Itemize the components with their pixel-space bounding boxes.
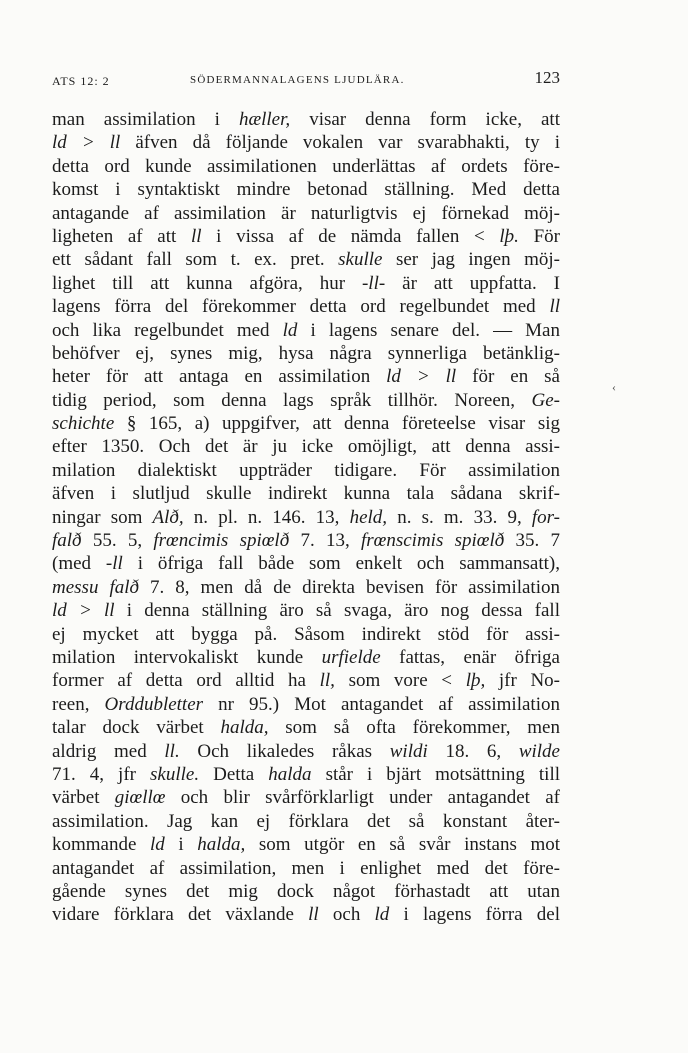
text-line xyxy=(52,108,560,131)
text-segment: detta ord kunde assimilationen underlättas af ordets före- xyxy=(52,155,560,177)
text-segment: visar denna form icke, att xyxy=(290,109,560,130)
text-segment: heter för att antaga en assimilation xyxy=(52,366,387,388)
text-line xyxy=(52,786,560,809)
italic-segment: wilde xyxy=(518,740,560,762)
italic-segment: ll xyxy=(308,904,319,926)
italic-segment: skulle. xyxy=(150,763,200,785)
text-segment: gående synes det mig dock något förhastadt att utan xyxy=(52,880,560,902)
text-line xyxy=(52,342,560,365)
text-segment: former af detta ord alltid ha xyxy=(52,670,320,692)
italic-segment: for- xyxy=(531,506,560,528)
italic-segment: messu falð xyxy=(52,576,140,598)
text-segment: 18. 6, xyxy=(427,740,519,762)
text-segment: som så ofta förekommer, men xyxy=(268,717,560,739)
italic-segment: ld xyxy=(150,834,165,856)
italic-segment: urfielde xyxy=(321,646,381,668)
text-line xyxy=(52,248,560,271)
text-segment: i denna ställning äro så svaga, äro nog dessa fall xyxy=(114,600,560,622)
text-line xyxy=(52,272,560,295)
text-segment: lighet till att kunna afgöra, hur xyxy=(52,272,362,294)
text-segment: assimilation. Jag kan ej förklara det så konstant åter- xyxy=(52,810,560,832)
text-segment: vidare förklara det växlande xyxy=(52,904,309,926)
text-line xyxy=(52,319,560,342)
text-segment: milation dialektiskt uppträder tidigare. För assimilation xyxy=(52,459,560,481)
text-segment: komst i syntaktiskt mindre betonad ställning. Med detta xyxy=(52,179,560,201)
italic-segment: ld xyxy=(282,319,298,341)
italic-segment: wildi xyxy=(389,740,428,762)
text-line xyxy=(52,389,560,412)
text-segment: efter 1350. Och det är ju icke omöjligt, att denna assi- xyxy=(52,436,560,458)
text-segment: Detta xyxy=(199,763,269,785)
italic-segment: ll, xyxy=(319,670,335,692)
italic-segment: frœnscimis spiœlð xyxy=(361,530,505,552)
text-segment: n. pl. n. 146. 13, xyxy=(183,506,350,528)
page-number: 123 xyxy=(534,68,560,87)
text-line xyxy=(52,740,560,763)
italic-segment: ll. xyxy=(164,740,180,762)
text-line xyxy=(52,693,560,716)
italic-segment: hæller, xyxy=(238,109,291,130)
text-segment: fattas, enär öfriga xyxy=(380,646,560,668)
text-segment: äfven i slutljud skulle indirekt kunna tala sådana skrif- xyxy=(52,483,560,505)
text-line xyxy=(52,576,560,599)
text-segment: jfr No- xyxy=(485,670,561,692)
text-segment: aldrig med xyxy=(52,740,165,762)
text-line xyxy=(52,365,560,388)
text-line xyxy=(52,178,560,201)
text-line xyxy=(52,295,560,318)
text-segment: Och likaledes råkas xyxy=(179,740,390,762)
text-segment: ningar som xyxy=(52,506,153,528)
text-segment: ser jag ingen möj- xyxy=(382,249,560,271)
italic-segment: Orddubletter xyxy=(104,693,204,715)
text-segment: ett sådant fall som t. ex. pret. xyxy=(52,249,339,271)
text-segment: antagandet af assimilation, men i enlighet med det före- xyxy=(52,857,560,879)
text-line xyxy=(52,412,560,435)
text-line xyxy=(52,599,560,622)
italic-segment: ld > ll xyxy=(386,366,457,388)
text-segment: (med xyxy=(52,553,106,575)
italic-segment: falð xyxy=(52,530,82,552)
text-line xyxy=(52,155,560,178)
text-line xyxy=(52,880,560,903)
text-line xyxy=(52,903,560,926)
text-segment: i lagens förra del xyxy=(389,904,560,926)
text-segment: och xyxy=(318,904,375,926)
text-segment: i vissa af de nämda fallen < xyxy=(201,225,500,247)
italic-segment: halda, xyxy=(197,834,246,856)
italic-segment: ld > ll xyxy=(52,132,121,154)
italic-segment: lþ, xyxy=(465,670,486,692)
italic-segment: ld > ll xyxy=(52,600,115,622)
text-line xyxy=(52,506,560,529)
italic-segment: -ll xyxy=(105,553,123,575)
text-segment: reen, xyxy=(52,693,105,715)
italic-segment: Alð, xyxy=(152,506,184,528)
text-segment: i xyxy=(164,834,198,856)
text-line xyxy=(52,529,560,552)
text-segment: nr 95.) Mot antagandet af assimilation xyxy=(203,693,560,715)
text-segment: man assimilation i xyxy=(52,109,239,130)
text-segment: står i bjärt motsättning till xyxy=(311,763,560,785)
text-segment: talar dock värbet xyxy=(52,717,221,739)
text-segment: kommande xyxy=(52,834,151,856)
italic-segment: Ge- xyxy=(531,389,560,411)
text-segment: 7. 13, xyxy=(289,530,361,552)
text-line xyxy=(52,435,560,458)
journal-reference: ATS 12: 2 xyxy=(52,74,110,88)
text-line xyxy=(52,857,560,880)
italic-segment: frœncimis spiœlð xyxy=(153,530,290,552)
text-line xyxy=(52,202,560,225)
italic-segment: held, xyxy=(349,506,388,528)
text-segment: som vore < xyxy=(334,670,466,692)
text-segment: för en så xyxy=(456,366,560,388)
text-segment: i lagens senare del. — Man xyxy=(297,319,560,341)
text-line xyxy=(52,646,560,669)
text-segment: behöfver ej, synes mig, hysa några synnerliga betänklig- xyxy=(52,342,560,364)
text-segment: 55. 5, xyxy=(81,530,154,552)
text-segment: n. s. m. 33. 9, xyxy=(387,506,532,528)
text-line xyxy=(52,810,560,833)
text-line xyxy=(52,482,560,505)
italic-segment: lþ. xyxy=(499,225,519,247)
text-segment: lagens förra del förekommer detta ord regelbundet med xyxy=(52,296,550,318)
running-title: SÖDERMANNALAGENS LJUDLÄRA. xyxy=(190,74,405,86)
text-segment: antagande af assimilation är naturligtvis ej förnekad möj- xyxy=(52,202,560,224)
text-segment: som utgör en så svår instans mot xyxy=(245,834,560,856)
text-segment: i öfriga fall både som enkelt och sammansatt), xyxy=(122,553,560,575)
text-line xyxy=(52,131,560,154)
italic-segment: halda, xyxy=(220,717,269,739)
italic-segment: halda xyxy=(268,763,312,785)
text-segment: och blir svårförklarligt under antagandet af xyxy=(165,787,560,809)
text-segment: § 165, a) uppgifver, att denna företeelse visar sig xyxy=(114,413,560,435)
text-line xyxy=(52,459,560,482)
text-line xyxy=(52,669,560,692)
text-segment: och lika regelbundet med xyxy=(52,319,283,341)
body-text xyxy=(52,108,560,927)
text-segment: 71. 4, jfr xyxy=(52,763,150,785)
italic-segment: schichte xyxy=(52,413,115,435)
text-segment: 7. 8, men då de direkta bevisen för assimilation xyxy=(139,576,560,598)
italic-segment: skulle xyxy=(338,249,383,271)
text-line xyxy=(52,833,560,856)
text-line xyxy=(52,225,560,248)
italic-segment: ll xyxy=(549,296,560,318)
text-line xyxy=(52,552,560,575)
italic-segment: ll xyxy=(190,225,202,247)
text-segment: milation intervokaliskt kunde xyxy=(52,646,322,668)
text-segment: äfven då följande vokalen var svarabhakti, ty i xyxy=(120,132,560,154)
text-line xyxy=(52,763,560,786)
text-segment: ej mycket att bygga på. Såsom indirekt stöd för assi- xyxy=(52,623,560,645)
italic-segment: -ll- xyxy=(361,272,386,294)
text-segment: 35. 7 xyxy=(504,530,561,552)
text-segment: För xyxy=(518,225,560,247)
text-line xyxy=(52,623,560,646)
text-segment: ligheten af att xyxy=(52,225,191,247)
running-header xyxy=(52,66,560,90)
text-segment: värbet xyxy=(52,787,115,809)
text-line xyxy=(52,716,560,739)
italic-segment: giœllœ xyxy=(114,787,166,809)
margin-mark: ‹ xyxy=(612,380,616,394)
italic-segment: ld xyxy=(374,904,390,926)
text-segment: tidig period, som denna lags språk tillhör. Noreen, xyxy=(52,389,532,411)
text-segment: är att uppfatta. I xyxy=(385,272,560,294)
